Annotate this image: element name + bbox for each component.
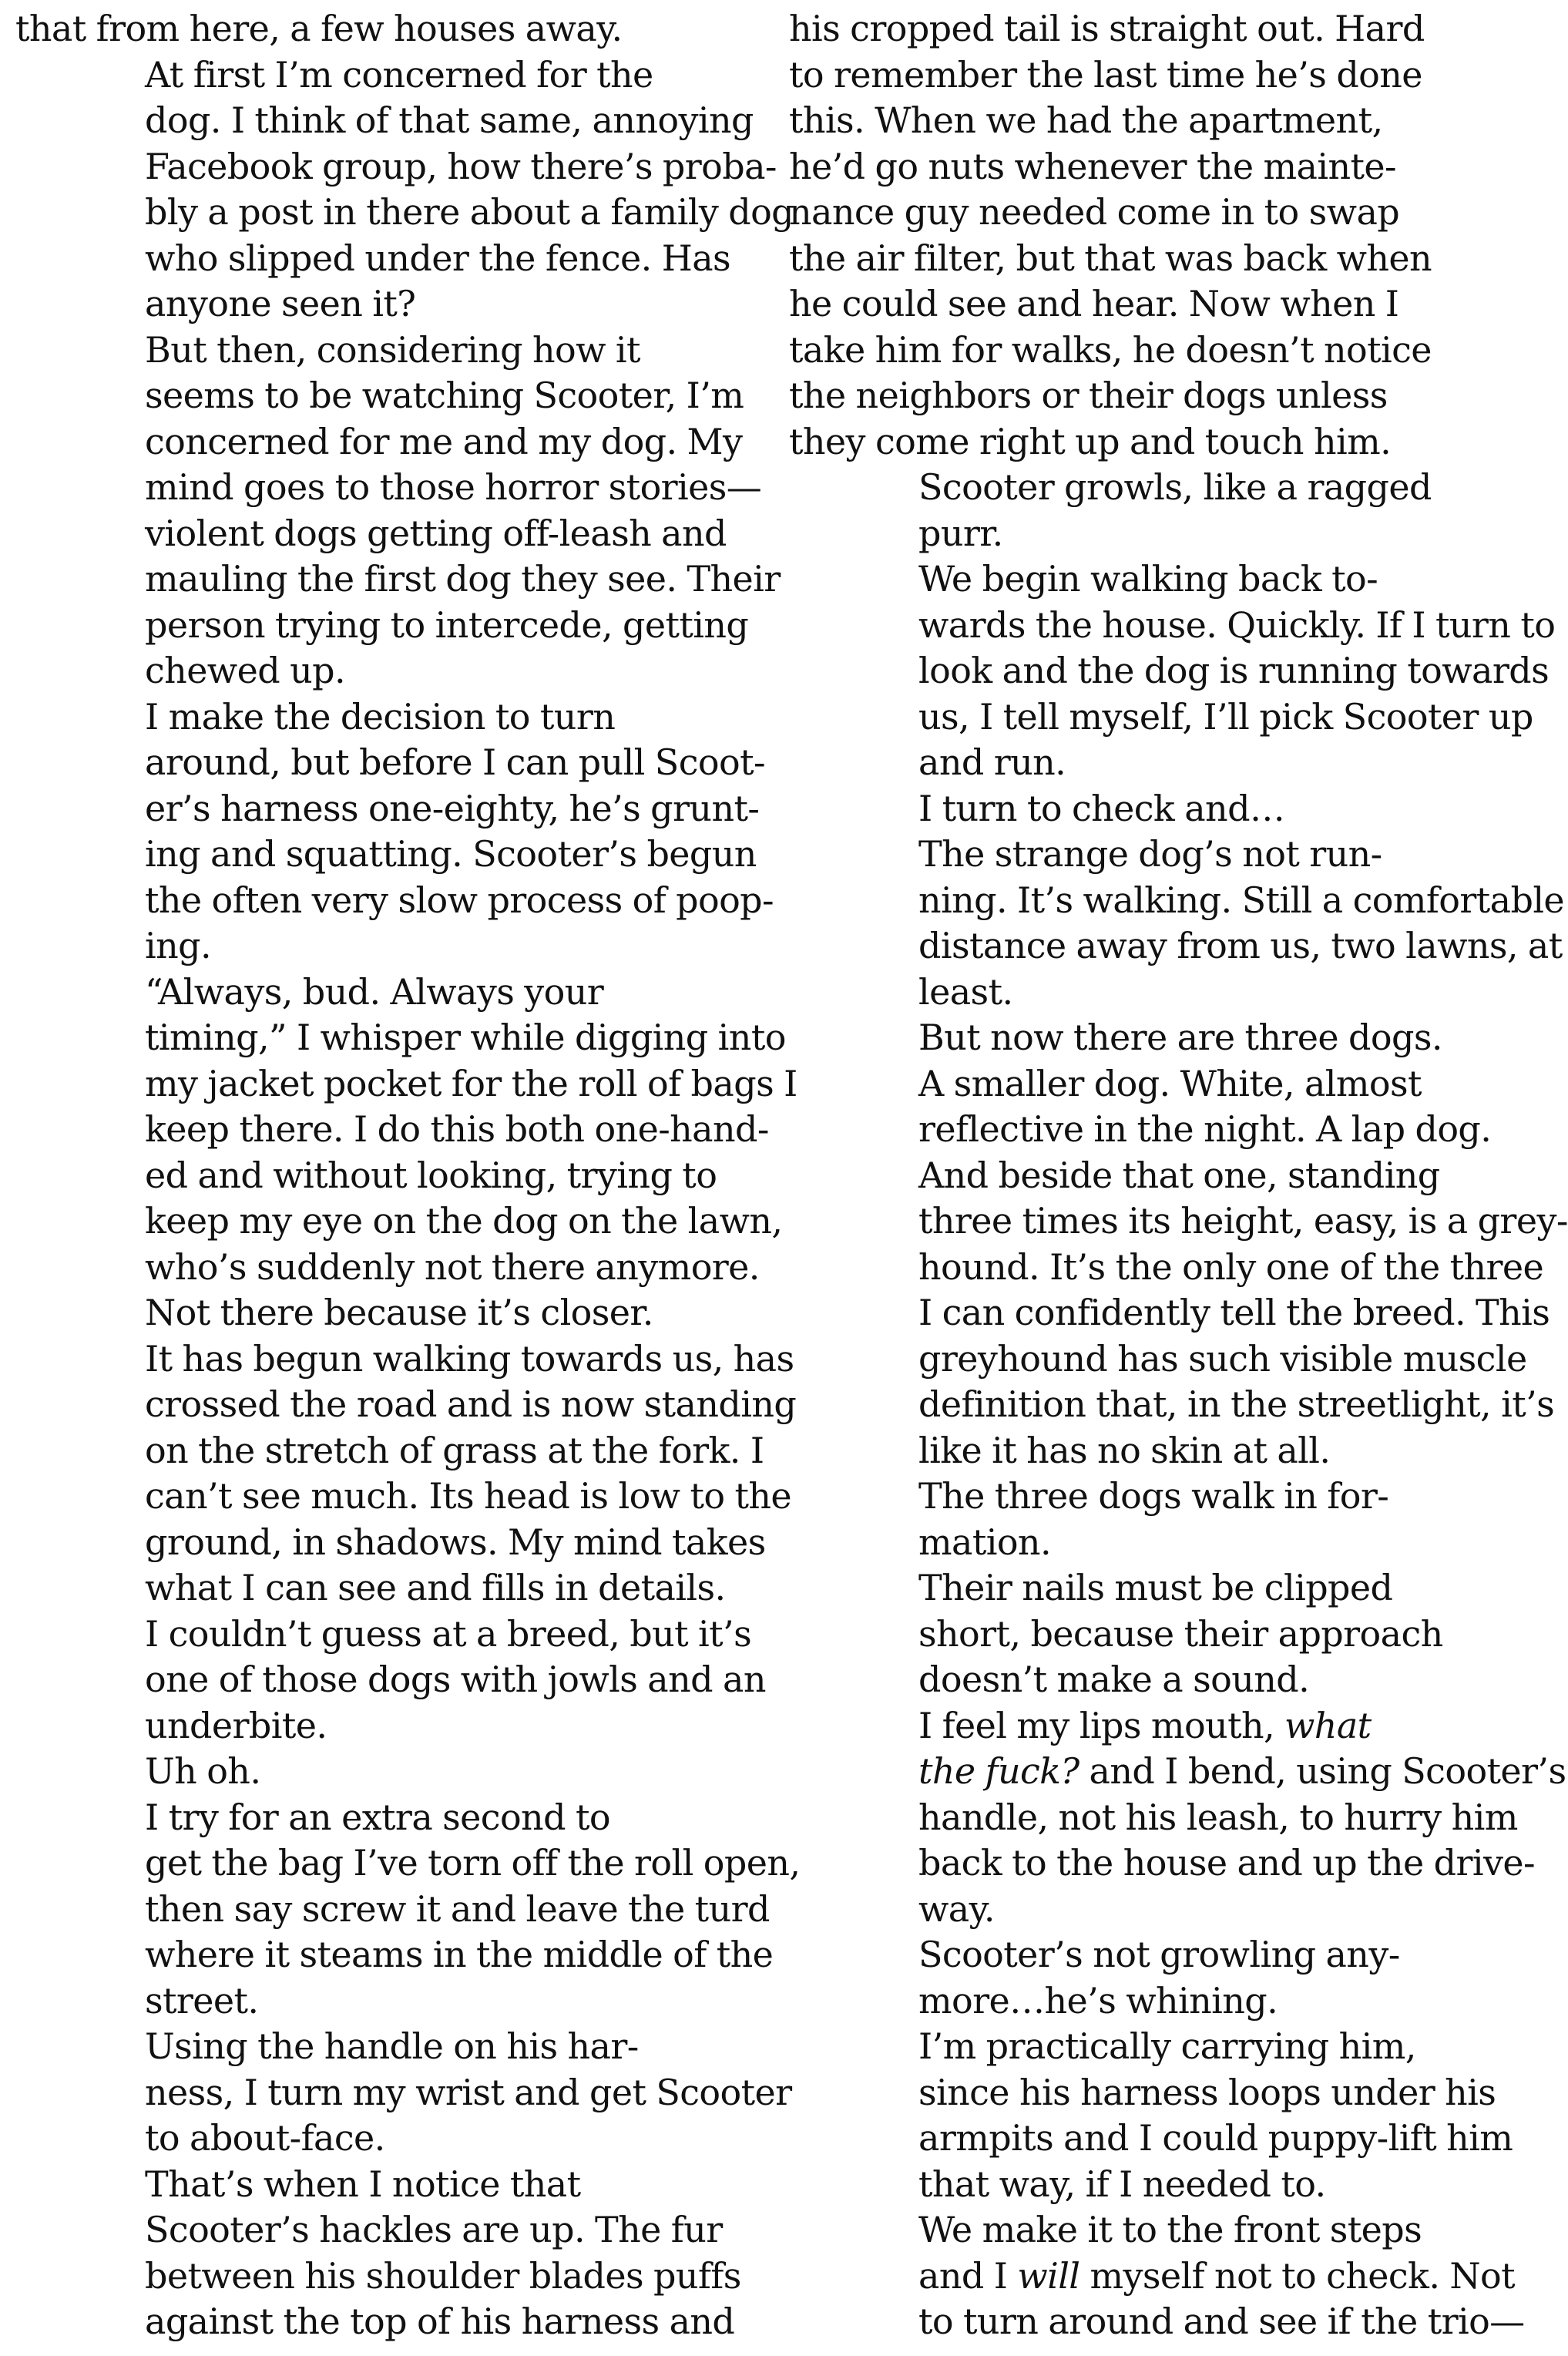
text-line: We begin walking back to-	[918, 558, 1378, 600]
text-line: I turn to check and…	[918, 787, 1285, 829]
paragraph	[15, 2024, 792, 2162]
text-line: look and the dog is running towards	[918, 650, 1550, 691]
text-line: the fuck? and I bend, using Scooter’s	[918, 1750, 1566, 1792]
paragraph	[15, 2162, 741, 2345]
text-line: against the top of his harness and	[145, 2301, 735, 2342]
text-line: Not there because it’s closer.	[145, 1292, 653, 1333]
text-line: er’s harness one-eighty, he’s grunt-	[145, 787, 760, 829]
text-line: I couldn’t guess at a breed, but it’s	[145, 1612, 752, 1655]
text-line: violent dogs getting off-leash and	[145, 512, 727, 554]
text-line: Their nails must be clipped	[918, 1567, 1393, 1608]
text-line: hound. It’s the only one of the three	[918, 1245, 1544, 1288]
text-line: one of those dogs with jowls and an	[145, 1659, 766, 1700]
text-line: three times its height, easy, is a grey-	[918, 1200, 1568, 1242]
text-line: get the bag I’ve torn off the roll open,	[145, 1842, 801, 1884]
text-line: and I will myself not to check. Not	[918, 2254, 1516, 2297]
text-line: on the stretch of grass at the fork. I	[145, 1429, 764, 1471]
text-line: concerned for me and my dog. My	[145, 420, 743, 462]
text-line: between his shoulder blades puffs	[145, 2254, 741, 2297]
text-line: purr.	[918, 512, 1003, 554]
paragraph	[789, 465, 1479, 556]
italic-text: what	[1284, 1704, 1372, 1746]
text-line: I feel my lips mouth, what	[918, 1704, 1372, 1746]
text-line: us, I tell myself, I’ll pick Scooter up	[918, 695, 1533, 738]
text-line: ning. It’s walking. Still a comfortable	[918, 879, 1565, 921]
text-line: since his harness loops under his	[918, 2071, 1496, 2113]
text-line: That’s when I notice that	[145, 2163, 581, 2205]
text-line: mation.	[918, 1521, 1051, 1563]
paragraph	[15, 6, 705, 52]
text-line: I can confidently tell the breed. This	[918, 1292, 1550, 1333]
paragraph	[789, 1061, 1492, 1153]
text-line: what I can see and fills in details.	[145, 1567, 726, 1608]
text-line: The strange dog’s not run-	[918, 833, 1382, 875]
text-line: way.	[918, 1887, 995, 1930]
text-line: back to the house and up the drive-	[918, 1842, 1535, 1884]
paragraph	[789, 6, 1479, 465]
text-line: timing,” I whisper while digging into	[145, 1017, 786, 1058]
text-line: he could see and hear. Now when I	[789, 283, 1399, 324]
text-line: bly a post in there about a family dog	[145, 191, 794, 233]
text-line: But then, considering how it	[145, 328, 640, 371]
text-line: person trying to intercede, getting	[145, 603, 749, 646]
paragraph	[789, 786, 1479, 832]
text-line: distance away from us, two lawns, at	[918, 925, 1563, 966]
text-line: Scooter’s not growling any-	[918, 1934, 1400, 1975]
paragraph	[15, 694, 774, 970]
text-line: I make the decision to turn	[145, 695, 616, 738]
text-line: Scooter growls, like a ragged	[918, 466, 1432, 508]
paragraph	[789, 1703, 1566, 1933]
italic-text: the fuck?	[918, 1750, 1079, 1792]
paragraph	[15, 1795, 801, 2025]
left-column	[15, 6, 801, 2356]
text-line: that way, if I needed to.	[918, 2163, 1326, 2205]
text-line: crossed the road and is now standing	[145, 1383, 797, 1425]
text-line: the neighbors or their dogs unless	[789, 375, 1388, 416]
text-line: We make it to the front steps	[918, 2209, 1422, 2250]
text-line: least.	[918, 970, 1013, 1013]
text-line: And beside that one, standing	[918, 1154, 1440, 1196]
text-line: underbite.	[145, 1704, 327, 1746]
paragraph	[789, 556, 1556, 786]
text-line: then say screw it and leave the turd	[145, 1887, 770, 1930]
text-line: around, but before I can pull Scoot-	[145, 741, 765, 783]
paragraph	[789, 832, 1565, 1015]
text-line: who slipped under the fence. Has	[145, 237, 731, 279]
text-line: ing and squatting. Scooter’s begun	[145, 833, 757, 875]
text-line: can’t see much. Its head is low to the	[145, 1475, 792, 1517]
text-line: wards the house. Quickly. If I turn to	[918, 603, 1556, 646]
text-line: that from here, a few houses away.	[15, 8, 623, 49]
text-line: street.	[145, 1979, 259, 2022]
text-line: chewed up.	[145, 650, 345, 691]
paragraph	[789, 2207, 1525, 2345]
paragraph	[15, 970, 797, 1291]
text-line: they come right up and touch him.	[789, 420, 1392, 462]
text-line: definition that, in the streetlight, it’s	[918, 1383, 1555, 1425]
text-line: the often very slow process of poop-	[145, 879, 774, 921]
text-line: the air filter, but that was back when	[789, 237, 1432, 279]
paragraph	[789, 2024, 1513, 2207]
text-line: anyone seen it?	[145, 283, 416, 324]
text-line: to remember the last time he’s done	[789, 53, 1422, 96]
text-line: handle, not his leash, to hurry him	[918, 1796, 1518, 1838]
text-line: It has begun walking towards us, has	[145, 1337, 794, 1380]
right-column	[789, 6, 1568, 2356]
text-line: ness, I turn my wrist and get Scooter	[145, 2071, 792, 2113]
text-line: dog. I think of that same, annoying	[145, 99, 754, 141]
text-line: nance guy needed come in to swap	[789, 191, 1400, 233]
text-line: Scooter’s hackles are up. The fur	[145, 2209, 723, 2250]
text-line: I try for an extra second to	[145, 1796, 610, 1838]
text-line: greyhound has such visible muscle	[918, 1337, 1527, 1380]
text-line: take him for walks, he doesn’t notice	[789, 328, 1432, 371]
text-line: At first I’m concerned for the	[145, 53, 653, 96]
paragraph	[15, 1290, 797, 1749]
paragraph	[789, 1474, 1479, 1565]
text-line: Using the handle on his har-	[145, 2025, 639, 2067]
text-line: my jacket pocket for the roll of bags I	[145, 1062, 797, 1104]
text-line: ing.	[145, 925, 212, 966]
text-line: his cropped tail is straight out. Hard	[789, 8, 1425, 49]
text-line: who’s suddenly not there anymore.	[145, 1245, 760, 1288]
paragraph	[789, 1932, 1479, 2024]
text-line: ed and without looking, trying to	[145, 1154, 717, 1196]
text-line: The three dogs walk in for-	[918, 1475, 1389, 1517]
paragraph	[15, 52, 794, 328]
text-line: he’d go nuts whenever the mainte-	[789, 145, 1396, 187]
text-line: to about-face.	[145, 2117, 385, 2159]
text-line: ground, in shadows. My mind takes	[145, 1521, 766, 1563]
text-line: this. When we had the apartment,	[789, 99, 1383, 141]
text-line: and run.	[918, 741, 1066, 783]
text-line: more…he’s whining.	[918, 1979, 1278, 2022]
text-line: keep there. I do this both one-hand-	[145, 1108, 769, 1150]
text-line: A smaller dog. White, almost	[918, 1062, 1422, 1104]
text-line: mauling the first dog they see. Their	[145, 558, 781, 600]
text-line: seems to be watching Scooter, I’m	[145, 375, 744, 416]
paragraph	[789, 1565, 1479, 1703]
paragraph	[789, 1153, 1568, 1474]
paragraph	[15, 1749, 705, 1795]
text-line: mind goes to those horror stories—	[145, 466, 762, 508]
text-line: where it steams in the middle of the	[145, 1934, 774, 1975]
text-line: keep my eye on the dog on the lawn,	[145, 1200, 783, 1242]
text-line: But now there are three dogs.	[918, 1017, 1442, 1058]
text-line: like it has no skin at all.	[918, 1429, 1331, 1471]
text-line: short, because their approach	[918, 1612, 1443, 1655]
text-line: Facebook group, how there’s proba-	[145, 145, 777, 187]
italic-text: will	[1017, 2254, 1080, 2297]
text-line: reflective in the night. A lap dog.	[918, 1108, 1492, 1150]
text-line: Uh oh.	[145, 1750, 261, 1792]
paragraph	[15, 328, 781, 694]
text-line: “Always, bud. Always your	[145, 970, 604, 1013]
paragraph	[789, 1015, 1479, 1061]
text-line: doesn’t make a sound.	[918, 1659, 1310, 1700]
text-line: to turn around and see if the trio—	[918, 2301, 1525, 2342]
text-line: armpits and I could puppy-lift him	[918, 2117, 1513, 2159]
text-line: I’m practically carrying him,	[918, 2025, 1416, 2067]
